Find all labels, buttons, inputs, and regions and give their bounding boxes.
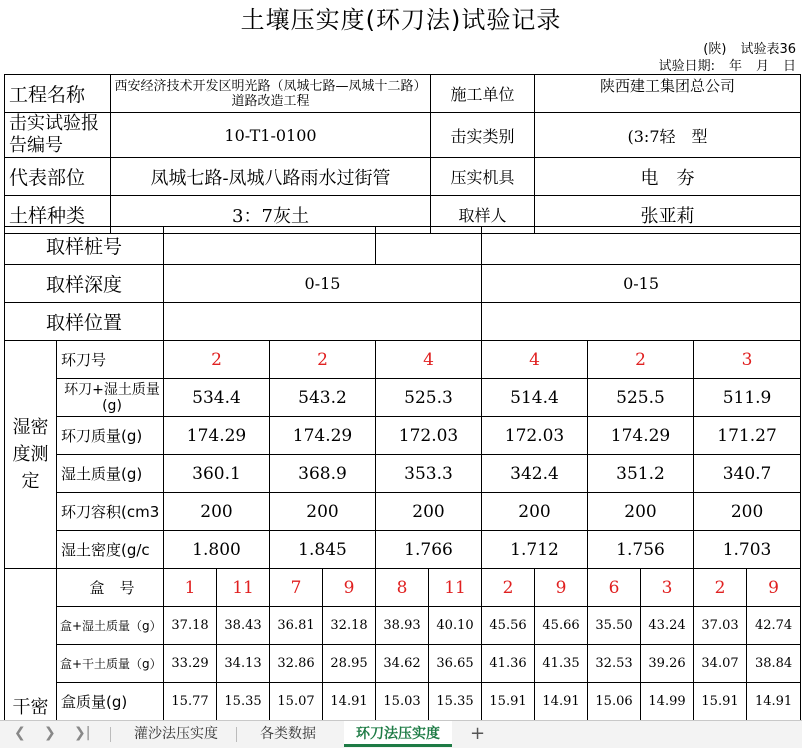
- data-cell[interactable]: 14.91: [323, 683, 376, 721]
- data-cell[interactable]: 14.91: [747, 683, 801, 721]
- data-cell[interactable]: 511.9: [694, 379, 801, 417]
- box-no-cell[interactable]: 9: [747, 569, 801, 607]
- soil-value[interactable]: 3：7灰土: [111, 196, 431, 234]
- data-cell[interactable]: 1.756: [588, 531, 694, 569]
- data-cell[interactable]: 34.13: [217, 645, 270, 683]
- compaction-type-value[interactable]: (3:7轻 型: [535, 113, 801, 158]
- data-cell[interactable]: 174.29: [164, 417, 270, 455]
- position-cell[interactable]: [164, 303, 482, 341]
- table-row: [5, 303, 801, 341]
- ring-no-cell[interactable]: 2: [164, 341, 270, 379]
- data-cell[interactable]: 33.29: [164, 645, 217, 683]
- box-no-cell[interactable]: 7: [270, 569, 323, 607]
- row-label[interactable]: 环刀+湿土质量(g): [57, 379, 164, 417]
- ring-no-cell[interactable]: 4: [482, 341, 588, 379]
- data-table: [4, 226, 801, 720]
- depth-value[interactable]: 0-15: [164, 265, 482, 303]
- data-cell[interactable]: 32.86: [270, 645, 323, 683]
- data-cell[interactable]: 1.703: [694, 531, 801, 569]
- last-sheet-icon[interactable]: ❯|: [74, 725, 91, 741]
- data-cell[interactable]: 15.35: [217, 683, 270, 721]
- data-cell[interactable]: 368.9: [270, 455, 376, 493]
- data-cell[interactable]: 200: [588, 493, 694, 531]
- data-cell[interactable]: 174.29: [270, 417, 376, 455]
- depth-label[interactable]: 取样深度: [5, 265, 164, 303]
- machine-label[interactable]: 压实机具: [431, 158, 535, 196]
- data-cell[interactable]: 40.10: [429, 607, 482, 645]
- data-cell[interactable]: 543.2: [270, 379, 376, 417]
- contractor-label[interactable]: 施工单位: [431, 75, 535, 113]
- pile-label[interactable]: 取样桩号: [5, 227, 164, 265]
- ring-no-cell[interactable]: 2: [588, 341, 694, 379]
- data-cell[interactable]: 36.81: [270, 607, 323, 645]
- table-row: [5, 493, 801, 531]
- form-number: 试验表36: [740, 42, 796, 57]
- data-cell[interactable]: 353.3: [376, 455, 482, 493]
- tab-ring-knife[interactable]: 环刀法压实度: [344, 721, 452, 747]
- data-cell[interactable]: 525.3: [376, 379, 482, 417]
- table-row: [5, 531, 801, 569]
- box-no-cell[interactable]: 6: [588, 569, 641, 607]
- data-cell[interactable]: 200: [164, 493, 270, 531]
- data-cell[interactable]: 172.03: [482, 417, 588, 455]
- data-cell[interactable]: 171.27: [694, 417, 801, 455]
- data-cell[interactable]: 200: [482, 493, 588, 531]
- pile-cell[interactable]: [376, 227, 482, 265]
- data-cell[interactable]: 15.06: [588, 683, 641, 721]
- year-label: 年: [728, 59, 742, 74]
- pile-cell[interactable]: [482, 227, 801, 265]
- table-row: [5, 607, 801, 645]
- table-row: [5, 265, 801, 303]
- data-cell[interactable]: 28.95: [323, 645, 376, 683]
- data-cell[interactable]: 41.36: [482, 645, 535, 683]
- tab-sand-cone[interactable]: 灌沙法压实度: [134, 726, 218, 742]
- sampler-value[interactable]: 张亚莉: [535, 196, 801, 234]
- data-cell[interactable]: 15.91: [482, 683, 535, 721]
- box-no-cell[interactable]: 1: [164, 569, 217, 607]
- data-cell[interactable]: 37.03: [694, 607, 747, 645]
- row-label[interactable]: 盒+干土质量（g）: [57, 645, 164, 683]
- box-no-cell[interactable]: 11: [429, 569, 482, 607]
- data-cell[interactable]: 174.29: [588, 417, 694, 455]
- add-sheet-icon[interactable]: +: [470, 723, 486, 744]
- table-row: [5, 569, 801, 607]
- data-cell[interactable]: 37.18: [164, 607, 217, 645]
- table-row: [5, 645, 801, 683]
- table-row: [5, 341, 801, 379]
- data-cell[interactable]: 1.766: [376, 531, 482, 569]
- data-cell[interactable]: 15.91: [694, 683, 747, 721]
- data-cell[interactable]: 351.2: [588, 455, 694, 493]
- wet-density-section-label: 湿密度测定: [5, 341, 57, 569]
- box-no-cell[interactable]: 11: [217, 569, 270, 607]
- data-cell[interactable]: 45.66: [535, 607, 588, 645]
- report-value[interactable]: 10-T1-0100: [111, 113, 431, 158]
- table-row: [5, 227, 801, 265]
- row-label[interactable]: 环刀号: [57, 341, 164, 379]
- box-no-cell[interactable]: 9: [323, 569, 376, 607]
- position-label[interactable]: 取样位置: [5, 303, 164, 341]
- data-cell[interactable]: 1.845: [270, 531, 376, 569]
- data-cell[interactable]: 172.03: [376, 417, 482, 455]
- data-cell[interactable]: 514.4: [482, 379, 588, 417]
- position-cell[interactable]: [482, 303, 801, 341]
- sheet-tab-bar: [0, 720, 802, 748]
- data-cell[interactable]: 200: [270, 493, 376, 531]
- data-cell[interactable]: 35.50: [588, 607, 641, 645]
- region-label: (陕): [703, 42, 727, 57]
- box-no-cell[interactable]: 2: [482, 569, 535, 607]
- tab-divider: [110, 727, 111, 742]
- pile-cell[interactable]: [164, 227, 376, 265]
- row-label[interactable]: 湿土密度(g/c: [57, 531, 164, 569]
- data-cell[interactable]: 340.7: [694, 455, 801, 493]
- row-label[interactable]: 盒 号: [57, 569, 164, 607]
- data-cell[interactable]: 342.4: [482, 455, 588, 493]
- data-cell[interactable]: 200: [376, 493, 482, 531]
- data-cell[interactable]: 15.35: [429, 683, 482, 721]
- contractor-value[interactable]: 陕西建工集团总公司: [535, 75, 801, 113]
- data-cell[interactable]: 14.91: [535, 683, 588, 721]
- table-row: [5, 417, 801, 455]
- data-cell[interactable]: 45.56: [482, 607, 535, 645]
- location-value[interactable]: 凤城七路-凤城八路雨水过街管: [111, 158, 431, 196]
- first-sheet-icon[interactable]: ❮: [14, 725, 26, 741]
- data-cell[interactable]: 42.74: [747, 607, 801, 645]
- sampler-label[interactable]: 取样人: [431, 196, 535, 234]
- table-row: [5, 455, 801, 493]
- data-cell[interactable]: 15.03: [376, 683, 429, 721]
- location-label[interactable]: 代表部位: [5, 158, 111, 196]
- table-row: [5, 683, 801, 721]
- data-cell[interactable]: 360.1: [164, 455, 270, 493]
- tab-divider: [236, 727, 237, 742]
- machine-value[interactable]: 电 夯: [535, 158, 801, 196]
- data-cell[interactable]: 14.99: [641, 683, 694, 721]
- day-label: 日: [782, 59, 796, 74]
- soil-label[interactable]: 土样种类: [5, 196, 111, 234]
- data-cell[interactable]: 1.712: [482, 531, 588, 569]
- data-cell[interactable]: 38.93: [376, 607, 429, 645]
- compaction-type-label[interactable]: 击实类别: [431, 113, 535, 158]
- data-cell[interactable]: 32.18: [323, 607, 376, 645]
- report-label[interactable]: 击实试验报告编号: [5, 113, 111, 158]
- box-no-cell[interactable]: 2: [694, 569, 747, 607]
- data-cell[interactable]: 1.800: [164, 531, 270, 569]
- box-no-cell[interactable]: 9: [535, 569, 588, 607]
- data-cell[interactable]: 36.65: [429, 645, 482, 683]
- row-label[interactable]: 盒+湿土质量（g）: [57, 607, 164, 645]
- project-label[interactable]: 工程名称: [5, 75, 111, 113]
- row-label[interactable]: 盒质量(g): [57, 683, 164, 721]
- test-date-line: [645, 55, 796, 74]
- project-value[interactable]: 西安经济技术开发区明光路（凤城七路—凤城十二路）道路改造工程: [111, 75, 431, 113]
- page-title: 土壤压实度(环刀法)试验记录: [240, 6, 562, 34]
- row-label[interactable]: 湿土质量(g): [57, 455, 164, 493]
- dry-density-section-label: 干密: [5, 569, 57, 721]
- data-cell[interactable]: 43.24: [641, 607, 694, 645]
- date-label: 试验日期:: [658, 59, 715, 74]
- header-table: [4, 74, 801, 234]
- row-label[interactable]: 环刀质量(g): [57, 417, 164, 455]
- data-cell[interactable]: 38.84: [747, 645, 801, 683]
- next-sheet-icon[interactable]: ❯: [44, 725, 56, 741]
- data-cell[interactable]: 32.53: [588, 645, 641, 683]
- data-cell[interactable]: 534.4: [164, 379, 270, 417]
- data-cell[interactable]: 200: [694, 493, 801, 531]
- data-cell[interactable]: 41.35: [535, 645, 588, 683]
- tab-data[interactable]: 各类数据: [260, 726, 316, 742]
- row-label[interactable]: 环刀容积(cm3: [57, 493, 164, 531]
- data-cell[interactable]: 38.43: [217, 607, 270, 645]
- ring-no-cell[interactable]: 3: [694, 341, 801, 379]
- month-label: 月: [755, 59, 769, 74]
- ring-no-cell[interactable]: 2: [270, 341, 376, 379]
- data-cell[interactable]: 39.26: [641, 645, 694, 683]
- depth-value[interactable]: 0-15: [482, 265, 801, 303]
- data-cell[interactable]: 15.07: [270, 683, 323, 721]
- box-no-cell[interactable]: 3: [641, 569, 694, 607]
- data-cell[interactable]: 525.5: [588, 379, 694, 417]
- data-cell[interactable]: 34.62: [376, 645, 429, 683]
- ring-no-cell[interactable]: 4: [376, 341, 482, 379]
- data-cell[interactable]: 34.07: [694, 645, 747, 683]
- data-cell[interactable]: 15.77: [164, 683, 217, 721]
- box-no-cell[interactable]: 8: [376, 569, 429, 607]
- table-row: [5, 379, 801, 417]
